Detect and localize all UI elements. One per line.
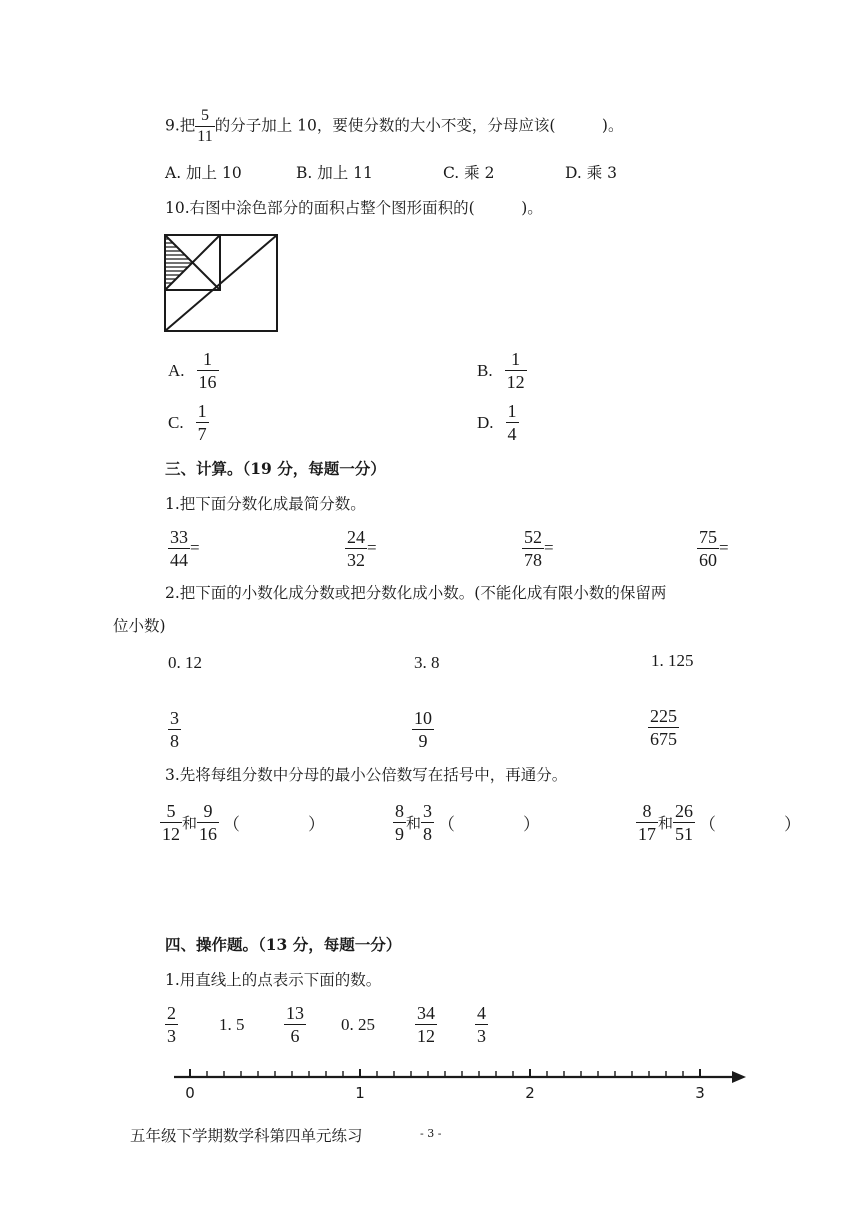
axis-label-2: 2 [525, 1084, 535, 1102]
page-number: - 3 - [420, 1127, 442, 1140]
question-9: 9.把 $\frac{5}{11}$ 的分子加上 10，要使分数的大小不变，分母应该( )。 [165, 107, 624, 145]
question-10: 10.右图中涂色部分的面积占整个图形面积的( )。 [165, 199, 543, 217]
section-3-heading: 三、计算。（19 分，每题一分） [165, 459, 386, 478]
section-3-part-1: 1.把下面分数化成最简分数。 [165, 495, 366, 513]
fraction-1-4: $\frac{1}{4}$ [507, 401, 517, 444]
plot-number-2-3: $\frac{2}{3}$ [167, 1003, 176, 1046]
answer-blank[interactable]: （ ） [438, 815, 541, 834]
decimal-1: 0. 12 [168, 653, 202, 672]
decimal-2: 3. 8 [414, 653, 440, 672]
convert-fraction-2: $\frac{10}{9}$ [414, 708, 432, 751]
q10-option-a[interactable]: A. $\frac{1}{16}$ [168, 349, 217, 392]
decimal-3: 1. 125 [651, 651, 694, 670]
section-4-heading: 四、操作题。（13 分，每题一分） [165, 935, 402, 954]
lcm-group-1: $\frac{5}{12}$ 和 $\frac{9}{16}$ （ ） [162, 801, 326, 844]
simplify-item-4: $\frac{75}{60}$ = [699, 527, 729, 570]
fraction-5-11: $\frac{5}{11}$ [197, 107, 213, 145]
plot-number-4-3: $\frac{4}{3}$ [477, 1003, 486, 1046]
q9-option-c[interactable]: C. 乘 2 [443, 164, 495, 182]
fraction-1-12: $\frac{1}{12}$ [506, 349, 525, 392]
section-3-part-2: 2.把下面的小数化成分数或把分数化成小数。(不能化成有限小数的保留两 [165, 584, 667, 602]
plot-number-0-25: 0. 25 [341, 1015, 375, 1034]
number-line[interactable] [160, 1062, 755, 1104]
convert-fraction-1: $\frac{3}{8}$ [170, 708, 179, 751]
fraction-1-7: $\frac{1}{7}$ [197, 401, 207, 444]
axis-label-0: 0 [185, 1084, 195, 1102]
q9-option-d[interactable]: D. 乘 3 [565, 164, 618, 182]
plot-number-13-6: $\frac{13}{6}$ [286, 1003, 304, 1046]
convert-fraction-3: $\frac{225}{675}$ [650, 706, 677, 749]
footer-title: 五年级下学期数学科第四单元练习 [130, 1127, 363, 1145]
section-3-part-2-cont: 位小数) [113, 617, 166, 635]
q10-option-d[interactable]: D. $\frac{1}{4}$ [477, 401, 517, 444]
fraction-1-16: $\frac{1}{16}$ [198, 349, 217, 392]
answer-blank[interactable]: （ ） [699, 815, 802, 834]
q10-option-b[interactable]: B. $\frac{1}{12}$ [477, 349, 525, 392]
plot-number-34-12: $\frac{34}{12}$ [417, 1003, 435, 1046]
answer-blank[interactable]: （ ） [223, 815, 326, 834]
number-line-arrow [732, 1071, 746, 1083]
section-4-part-1: 1.用直线上的点表示下面的数。 [165, 971, 382, 989]
simplify-item-2: $\frac{24}{32}$ = [347, 527, 377, 570]
area-figure [163, 233, 279, 333]
q10-option-c[interactable]: C. $\frac{1}{7}$ [168, 401, 207, 444]
axis-label-1: 1 [355, 1084, 365, 1102]
q9-option-a[interactable]: A. 加上 10 [165, 164, 242, 182]
axis-label-3: 3 [695, 1084, 705, 1102]
section-3-part-3: 3.先将每组分数中分母的最小公倍数写在括号中，再通分。 [165, 766, 568, 784]
lcm-group-2: $\frac{8}{9}$ 和 $\frac{3}{8}$ （ ） [395, 801, 541, 844]
simplify-item-3: $\frac{52}{78}$ = [524, 527, 554, 570]
plot-number-1-5: 1. 5 [219, 1015, 245, 1034]
lcm-group-3: $\frac{8}{17}$ 和 $\frac{26}{51}$ （ ） [638, 801, 802, 844]
simplify-item-1: $\frac{33}{44}$ = [170, 527, 200, 570]
q9-option-b[interactable]: B. 加上 11 [296, 164, 373, 182]
